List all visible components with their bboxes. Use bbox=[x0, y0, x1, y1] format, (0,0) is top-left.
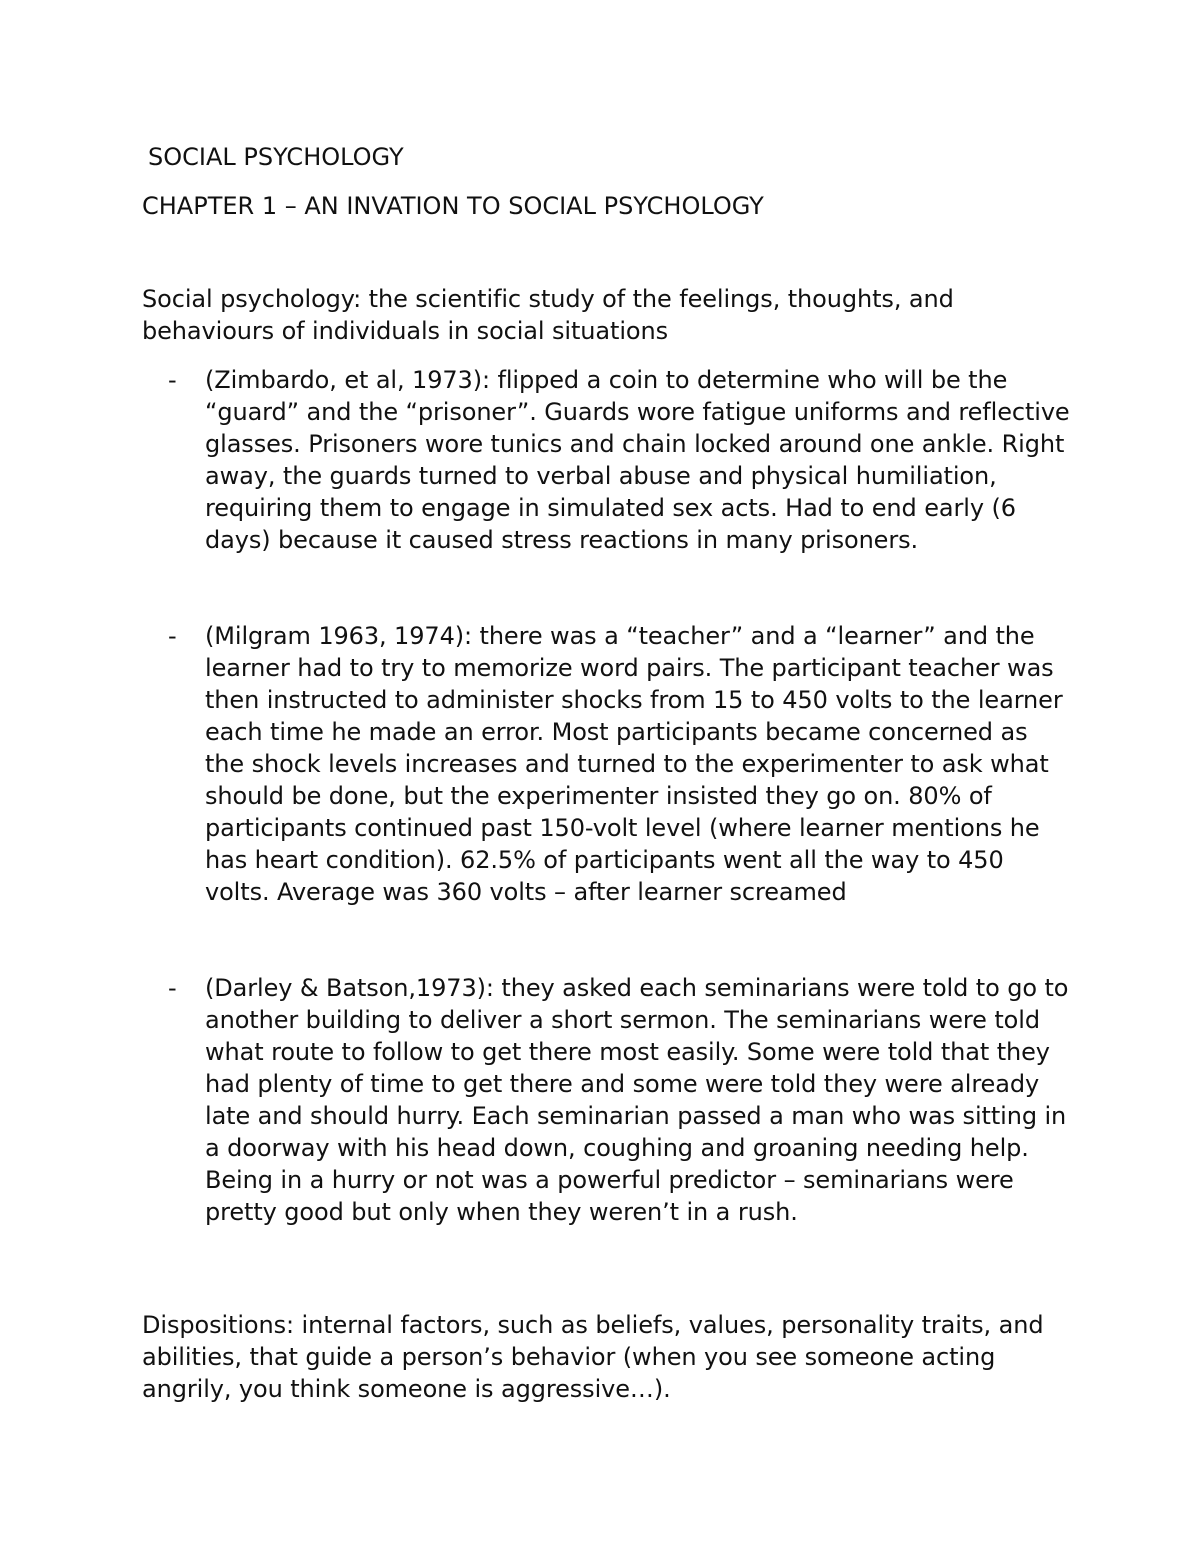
dispositions-definition: Dispositions: internal factors, such as beliefs, values, personality traits, and abilities, that guide a person’s behavior (when you see someone acting angrily, you think someone is aggressive…). bbox=[142, 1311, 1044, 1403]
study-milgram-text: (Milgram 1963, 1974): there was a “teacher” and a “learner” and the learner had to try to memorize word pairs. The participant teacher was then instructed to administer shocks from 15 to 450 volts to the learner each time he made an error. Most participants became concerned as the shock levels increases and turned to the experimenter to ask what should be done, but the experimenter insisted they go on. 80% of participants continued past 150-volt level (where learner mentions he has heart condition). 62.5% of participants went all the way to 450 volts. Average was 360 volts – after learner screamed bbox=[205, 622, 1063, 906]
study-zimbardo-text: (Zimbardo, et al, 1973): flipped a coin to determine who will be the “guard” and the “prisoner”. Guards wore fatigue uniforms and reflective glasses. Prisoners wore tunics and chain locked around one ankle. Right away, the guards turned to verbal abuse and physical humiliation, requiring them to engage in simulated sex acts. Had to end early (6 days) because it caused stress reactions in many prisoners. bbox=[205, 366, 1070, 554]
list-bullet: - bbox=[168, 622, 177, 650]
chapter-title: CHAPTER 1 – AN INVATION TO SOCIAL PSYCHOLOGY bbox=[142, 192, 764, 220]
social-psychology-definition: Social psychology: the scientific study of the feelings, thoughts, and behaviours of individuals in social situations bbox=[142, 285, 954, 345]
document-title: SOCIAL PSYCHOLOGY bbox=[148, 143, 404, 171]
list-bullet: - bbox=[168, 974, 177, 1002]
list-bullet: - bbox=[168, 366, 177, 394]
study-darley-batson-text: (Darley & Batson,1973): they asked each seminarians were told to go to another building to deliver a short sermon. The seminarians were told what route to follow to get there most easily. Some were told that they had plenty of time to get there and some were told they were already late and should hurry. Each seminarian passed a man who was sitting in a doorway with his head down, coughing and groaning needing help. Being in a hurry or not was a powerful predictor – seminarians were pretty good but only when they weren’t in a rush. bbox=[205, 974, 1069, 1226]
